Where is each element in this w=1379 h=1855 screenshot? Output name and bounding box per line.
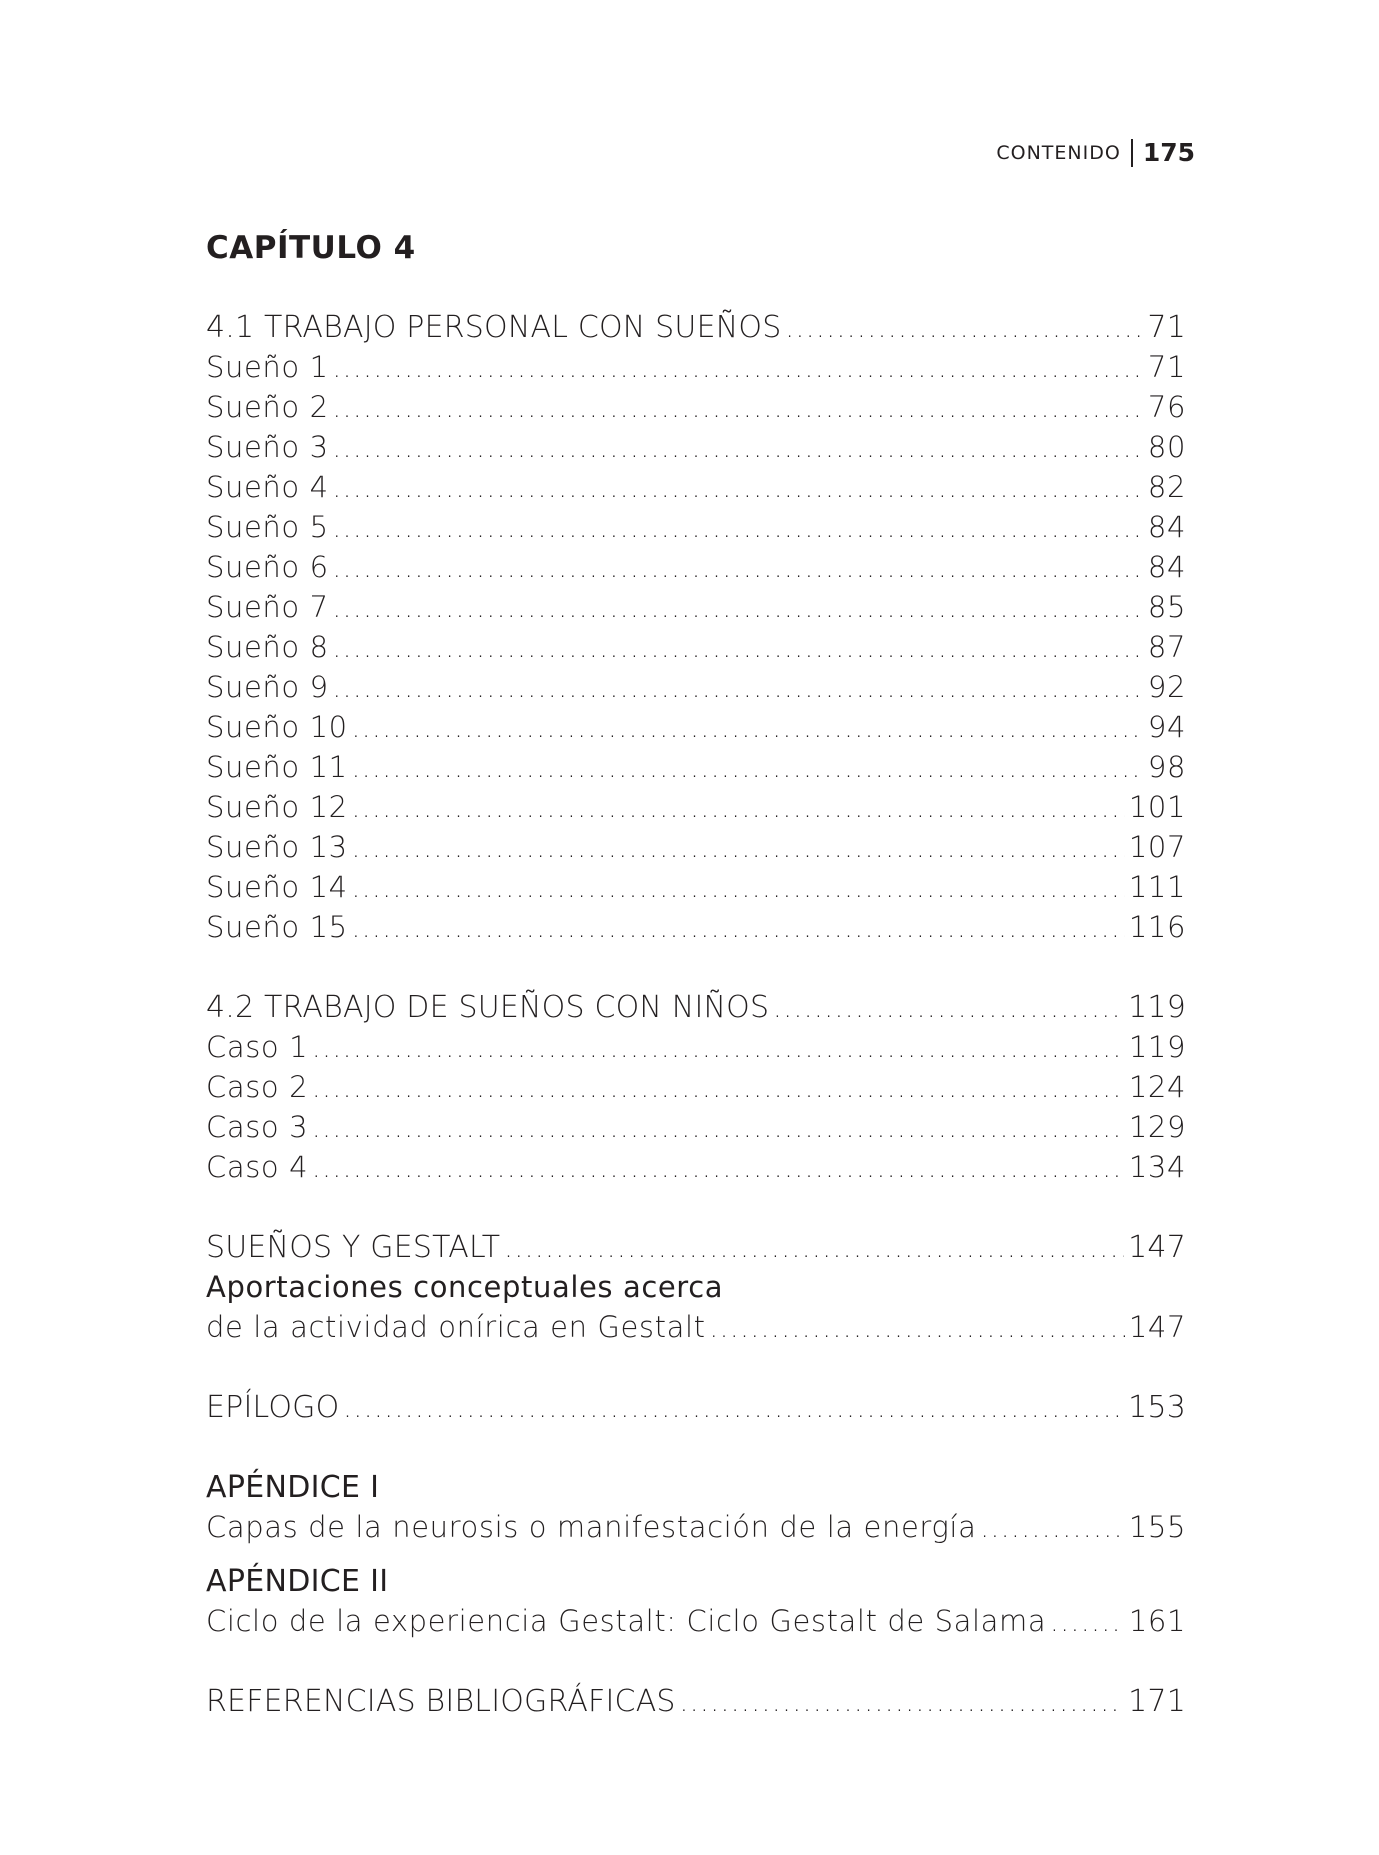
dot-leader bbox=[333, 434, 1144, 464]
dot-leader bbox=[333, 394, 1144, 424]
toc-entry bbox=[206, 390, 1186, 430]
toc-entry-label: Sueño 10 bbox=[206, 710, 348, 744]
toc-subentry-gestalt bbox=[206, 1310, 1186, 1350]
toc-page-number: 155 bbox=[1128, 1510, 1186, 1544]
toc-entry-label: Caso 3 bbox=[206, 1110, 309, 1144]
toc-page-number: 147 bbox=[1128, 1310, 1186, 1344]
toc-page-number: 84 bbox=[1147, 550, 1186, 584]
chapter-title: CAPÍTULO 4 bbox=[206, 230, 416, 266]
dot-leader bbox=[312, 1074, 1125, 1104]
toc-entry bbox=[206, 550, 1186, 590]
dot-leader bbox=[312, 1034, 1125, 1064]
toc-entry bbox=[206, 510, 1186, 550]
toc-entry bbox=[206, 1030, 1186, 1070]
toc-entry-label: Ciclo de la experiencia Gestalt: Ciclo Gestalt de Salama bbox=[206, 1604, 1047, 1638]
toc-page-number: 161 bbox=[1128, 1604, 1186, 1638]
toc-entry-label: Sueño 7 bbox=[206, 590, 329, 624]
toc-section-title: 4.1 TRABAJO PERSONAL CON SUEÑOS bbox=[206, 310, 782, 345]
toc-entry bbox=[206, 630, 1186, 670]
toc-entry bbox=[206, 870, 1186, 910]
toc-entry-label: Sueño 4 bbox=[206, 470, 329, 504]
toc-entry bbox=[206, 1070, 1186, 1110]
toc-entry-label: Sueño 1 bbox=[206, 350, 329, 384]
toc-section-title: REFERENCIAS BIBLIOGRÁFICAS bbox=[206, 1684, 676, 1719]
toc-entry-label: Sueño 8 bbox=[206, 630, 329, 664]
toc-subentry-line: Aportaciones conceptuales acerca bbox=[206, 1270, 724, 1304]
toc-section-referencias bbox=[206, 1684, 1186, 1724]
toc-section-4-1 bbox=[206, 310, 1186, 350]
header-divider bbox=[1131, 139, 1133, 167]
toc-entry-label: Sueño 6 bbox=[206, 550, 329, 584]
toc-entry-label: Caso 4 bbox=[206, 1150, 309, 1184]
dot-leader bbox=[680, 1688, 1124, 1718]
dot-leader bbox=[980, 1514, 1124, 1544]
toc-entry-label: Capas de la neurosis o manifestación de la energía bbox=[206, 1510, 977, 1544]
dot-leader bbox=[773, 994, 1124, 1024]
toc-subentry-apendice-1 bbox=[206, 1510, 1186, 1550]
toc-section-4-2 bbox=[206, 990, 1186, 1030]
dot-leader bbox=[343, 1394, 1124, 1424]
toc-page-number: 116 bbox=[1128, 910, 1186, 944]
toc-section-title: EPÍLOGO bbox=[206, 1390, 340, 1425]
dot-leader bbox=[312, 1154, 1125, 1184]
toc-entry bbox=[206, 1150, 1186, 1190]
toc-page-number: 124 bbox=[1128, 1070, 1186, 1104]
toc-section-apendice-1: APÉNDICE I bbox=[206, 1470, 380, 1505]
toc-page-number: 119 bbox=[1128, 990, 1186, 1025]
toc-entry-label: Sueño 12 bbox=[206, 790, 348, 824]
dot-leader bbox=[352, 754, 1144, 784]
header-section-label: CONTENIDO bbox=[996, 141, 1121, 164]
dot-leader bbox=[312, 1114, 1125, 1144]
toc-page-number: 153 bbox=[1128, 1390, 1186, 1425]
toc-section-apendice-2: APÉNDICE II bbox=[206, 1564, 389, 1599]
dot-leader bbox=[710, 1314, 1125, 1344]
toc-entry bbox=[206, 350, 1186, 390]
toc-entry-label: Sueño 3 bbox=[206, 430, 329, 464]
toc-entry-label: Sueño 11 bbox=[206, 750, 348, 784]
toc-entry bbox=[206, 830, 1186, 870]
toc-items-4-2 bbox=[206, 1030, 1186, 1190]
toc-page-number: 76 bbox=[1147, 390, 1186, 424]
toc-entry bbox=[206, 910, 1186, 950]
dot-leader bbox=[1050, 1608, 1125, 1638]
dot-leader bbox=[352, 714, 1144, 744]
toc-entry bbox=[206, 790, 1186, 830]
toc-entry-label: Sueño 5 bbox=[206, 510, 329, 544]
dot-leader bbox=[352, 914, 1125, 944]
toc-page-number: 84 bbox=[1147, 510, 1186, 544]
dot-leader bbox=[785, 314, 1143, 344]
toc-entry bbox=[206, 670, 1186, 710]
toc-page-number: 129 bbox=[1128, 1110, 1186, 1144]
toc-entry bbox=[206, 750, 1186, 790]
toc-entry bbox=[206, 430, 1186, 470]
dot-leader bbox=[333, 634, 1144, 664]
toc-entry-label: Sueño 9 bbox=[206, 670, 329, 704]
toc-section-epilogo bbox=[206, 1390, 1186, 1430]
toc-entry-label: Sueño 13 bbox=[206, 830, 348, 864]
toc-page-number: 171 bbox=[1128, 1684, 1186, 1719]
toc-page-number: 85 bbox=[1147, 590, 1186, 624]
toc-subentry-apendice-2 bbox=[206, 1604, 1186, 1644]
toc-page-number: 80 bbox=[1147, 430, 1186, 464]
header-page-number: 175 bbox=[1142, 138, 1195, 167]
toc-page-number: 82 bbox=[1147, 470, 1186, 504]
toc-page-number: 119 bbox=[1128, 1030, 1186, 1064]
toc-page-number: 71 bbox=[1147, 310, 1186, 345]
dot-leader bbox=[333, 594, 1144, 624]
dot-leader bbox=[333, 554, 1144, 584]
dot-leader bbox=[333, 474, 1144, 504]
toc-page-number: 147 bbox=[1128, 1230, 1186, 1265]
dot-leader bbox=[352, 834, 1125, 864]
table-of-contents bbox=[206, 310, 1186, 1724]
toc-page-number: 87 bbox=[1147, 630, 1186, 664]
toc-entry-label: Sueño 14 bbox=[206, 870, 348, 904]
dot-leader bbox=[333, 354, 1144, 384]
toc-page-number: 101 bbox=[1128, 790, 1186, 824]
dot-leader bbox=[333, 674, 1144, 704]
toc-page-number: 92 bbox=[1147, 670, 1186, 704]
toc-entry-label: Sueño 15 bbox=[206, 910, 348, 944]
running-header bbox=[996, 138, 1195, 167]
toc-entry bbox=[206, 1110, 1186, 1150]
toc-page-number: 71 bbox=[1147, 350, 1186, 384]
dot-leader bbox=[333, 514, 1144, 544]
dot-leader bbox=[352, 874, 1125, 904]
dot-leader bbox=[504, 1234, 1124, 1264]
toc-page-number: 107 bbox=[1128, 830, 1186, 864]
toc-entry-label: Sueño 2 bbox=[206, 390, 329, 424]
toc-page-number: 111 bbox=[1128, 870, 1186, 904]
toc-entry-label: de la actividad onírica en Gestalt bbox=[206, 1310, 706, 1344]
toc-section-gestalt bbox=[206, 1230, 1186, 1270]
toc-entry bbox=[206, 590, 1186, 630]
toc-page-number: 98 bbox=[1147, 750, 1186, 784]
toc-entry bbox=[206, 470, 1186, 510]
toc-entry-label: Caso 1 bbox=[206, 1030, 309, 1064]
toc-section-title: 4.2 TRABAJO DE SUEÑOS CON NIÑOS bbox=[206, 990, 770, 1025]
dot-leader bbox=[352, 794, 1125, 824]
toc-items-4-1 bbox=[206, 350, 1186, 950]
toc-page-number: 94 bbox=[1147, 710, 1186, 744]
toc-entry bbox=[206, 710, 1186, 750]
toc-page-number: 134 bbox=[1128, 1150, 1186, 1184]
toc-entry-label: Caso 2 bbox=[206, 1070, 309, 1104]
toc-section-title: SUEÑOS Y GESTALT bbox=[206, 1230, 501, 1265]
